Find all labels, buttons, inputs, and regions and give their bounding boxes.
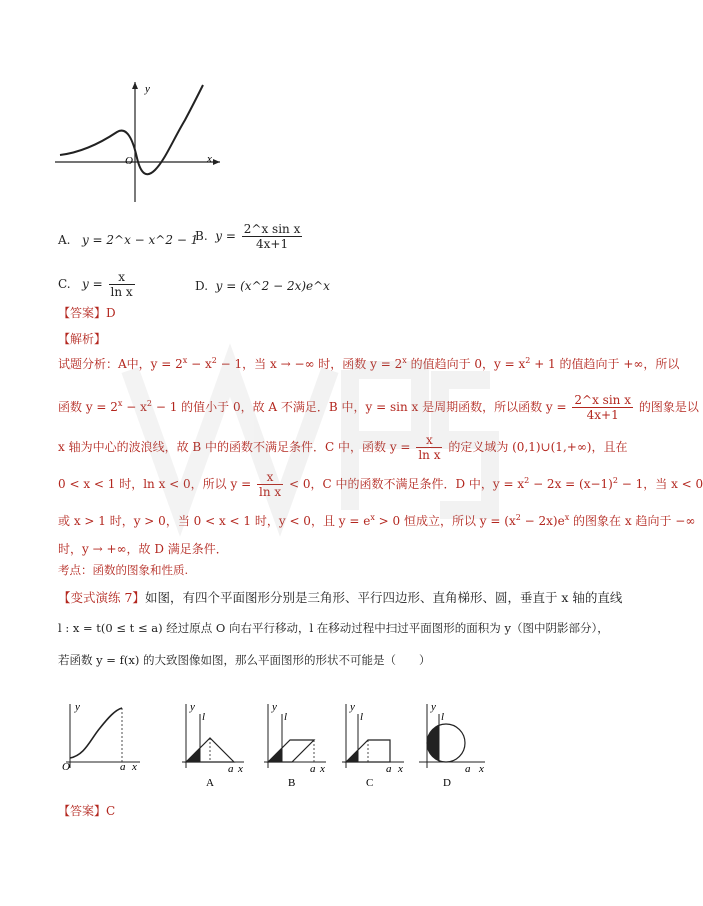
svg-text:B: B: [288, 777, 296, 789]
svg-text:A: A: [206, 777, 214, 789]
svg-text:y: y: [75, 701, 80, 713]
svg-text:a: a: [228, 763, 234, 775]
analysis-tag: 【解析】: [58, 332, 107, 346]
option-b: B. y = $\frac{\text{2\textasciicircum{}x sin x}}{4x+1}$: [195, 222, 301, 251]
function-graph: [55, 80, 235, 205]
svg-text:l: l: [441, 711, 445, 723]
option-d: D. y = (x^2 − 2x)e^x: [195, 279, 330, 293]
analysis-line-2: 函数 $y = 2^x - x^2 - 1$ 的值小于 0，故 A 不满足．B 中，y = sin x 是周期函数，所以函数 y = $\frac{\text{2\textasciicircum{}x sin x}}{4x+1}$ 的图象是以: [58, 393, 699, 422]
analysis-line-6: 时，y → +∞，故 D 满足条件．: [58, 542, 228, 556]
kaodian: 考点：函数的图象和性质.: [58, 563, 189, 577]
svg-text:y: y: [272, 701, 277, 713]
y-axis-label: y: [145, 83, 150, 95]
svg-text:y: y: [190, 701, 195, 713]
svg-text:x: x: [398, 763, 403, 775]
analysis-line-3: x 轴为中心的波浪线，故 B 中的函数不满足条件．C 中，函数 y = $\frac{x}{\text{ln x}}$ 的定义域为 (0,1)∪(1,+∞)，且在: [58, 433, 628, 462]
svg-text:a: a: [465, 763, 471, 775]
option-c: C. y = $\frac{x}{\text{ln x}}$: [58, 270, 133, 299]
svg-text:a: a: [386, 763, 392, 775]
curve-figure: [60, 700, 145, 772]
svg-text:C: C: [366, 777, 374, 789]
question-7-line-2: l : x = t(0 ≤ t ≤ a) 经过原点 O 向右平行移动，l 在移动过程中扫过平面图形的面积为 y（图中阴影部分），: [58, 621, 609, 635]
svg-text:l: l: [360, 711, 364, 723]
svg-text:y: y: [431, 701, 436, 713]
origin-label: O: [125, 155, 133, 167]
svg-text:a: a: [120, 761, 126, 773]
watermark-logo: [120, 310, 500, 530]
figure-d-circle: [415, 700, 490, 792]
x-axis-label: x: [207, 153, 212, 165]
svg-text:x: x: [132, 761, 137, 773]
svg-text:a: a: [310, 763, 316, 775]
svg-text:x: x: [479, 763, 484, 775]
svg-text:l: l: [284, 711, 288, 723]
analysis-line-5: 或 x > 1 时，y > 0，当 0 < x < 1 时，y < 0，且 $y = e^x > 0$ 恒成立，所以 $y = (x^2 - 2x)e^x$ 的图象在 x 趋向于 −∞: [58, 513, 696, 528]
svg-text:x: x: [320, 763, 325, 775]
svg-text:D: D: [443, 777, 451, 789]
svg-text:l: l: [202, 711, 206, 723]
svg-text:y: y: [350, 701, 355, 713]
question-7-line-3: 若函数 y = f(x) 的大致图像如图，那么平面图形的形状不可能是（ ）: [58, 653, 431, 667]
figure-c-trapezoid: [338, 700, 408, 792]
option-a: A. y = 2^x − x^2 − 1: [58, 233, 199, 247]
question-7-line-1: 【变式演练 7】如图，有四个平面图形分别是三角形、平行四边形、直角梯形、圆，垂直于 x 轴的直线: [58, 590, 623, 605]
answer-1: 【答案】D: [58, 306, 116, 320]
svg-text:x: x: [238, 763, 243, 775]
answer-2: 【答案】C: [58, 804, 116, 818]
analysis-line-4: 0 < x < 1 时，ln x < 0，所以 y = $\frac{x}{\text{ln x}}$ < 0，C 中的函数不满足条件．D 中，$y = x^2 - 2x = (x-1)^2 - 1$，当 x < 0: [58, 470, 703, 499]
analysis-line-1: 试题分析：A中，$y = 2^x - x^2 - 1$，当 x → −∞ 时，函数 $y = 2^x$ 的值趋向于 0，$y = x^2 + 1$ 的值趋向于 +∞，所以: [58, 356, 680, 371]
figure-a-triangle: [178, 700, 248, 792]
figure-b-parallelogram: [260, 700, 330, 792]
svg-text:O: O: [62, 761, 70, 773]
